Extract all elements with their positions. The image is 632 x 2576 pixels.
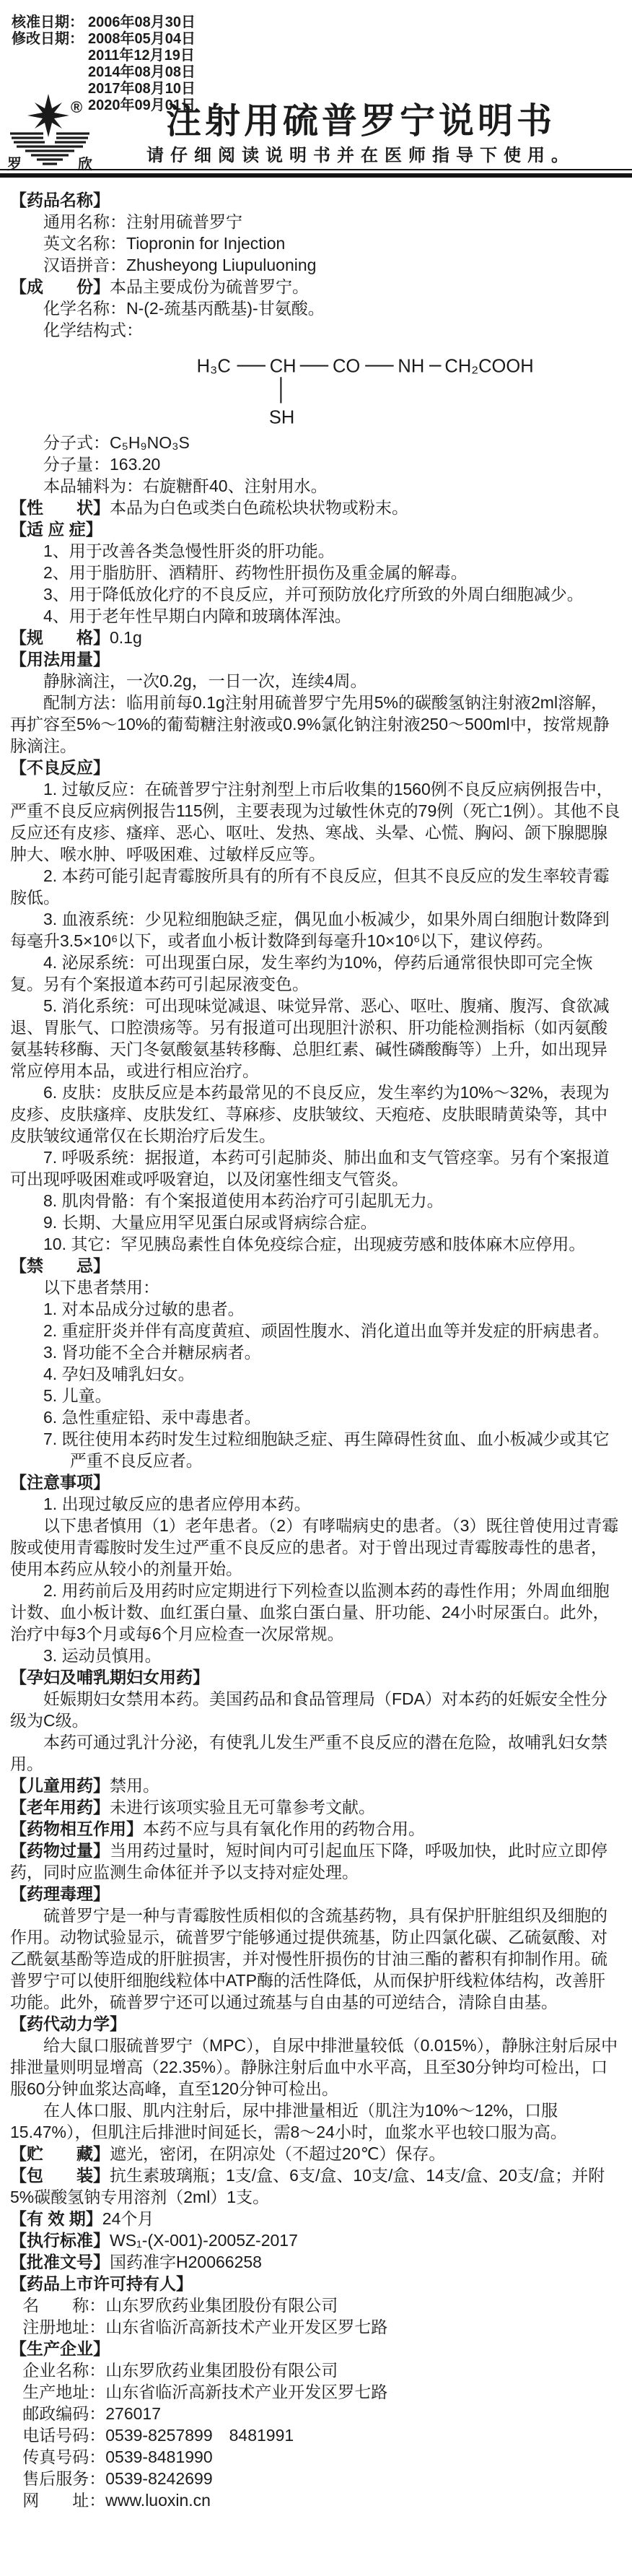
paragraph-text: 0.1g xyxy=(110,628,142,647)
paragraph-text: 6. 皮肤：皮肤反应是本药最常见的不良反应，发生率约为10%～32%，表现为皮疹、皮肤瘙痒、皮肤发红、荨麻疹、皮肤皱纹、天疱疮、皮肤眼睛黄染等，其中皮肤皱纹通常仅在长期治疗后发生。 xyxy=(10,1083,610,1145)
approval-date-label: 核准日期： xyxy=(12,14,84,30)
revision-date-label: 修改日期： xyxy=(12,31,84,47)
body-paragraph xyxy=(10,297,622,319)
paragraph-text: 配制方法：临用前每0.1g注射用硫普罗宁先用5%的碳酸氢钠注射液2ml溶解，再扩容至5%～10%的葡萄糖注射液或0.9%氯化钠注射液250～500ml中，按常规静脉滴注。 xyxy=(10,693,610,755)
paragraph-text: 以下患者禁用： xyxy=(43,1278,159,1297)
body-paragraph xyxy=(10,908,622,952)
paragraph-text: 本品辅料为：右旋糖酐40、注射用水。 xyxy=(43,477,328,495)
body-paragraph xyxy=(10,1493,622,1515)
body-paragraph xyxy=(10,2294,622,2316)
revision-date: 2017年08月10日 xyxy=(88,81,196,97)
approval-date-row xyxy=(12,14,196,31)
paragraph-text: 3. 肾功能不全合并糖尿病者。 xyxy=(43,1343,261,1362)
section-header xyxy=(10,2251,622,2273)
section-header xyxy=(10,1775,622,1796)
chemical-structure-drawing xyxy=(192,344,560,429)
section-header xyxy=(10,2229,622,2251)
paragraph-text: 3、用于降低放化疗的不良反应，并可预防放化疗所致的外周白细胞减少。 xyxy=(43,585,584,604)
section-title: 【注意事项】 xyxy=(10,1473,110,1492)
paragraph-text: 抗生素玻璃瓶；1支/盒、6支/盒、10支/盒、14支/盒、20支/盒；并附5%碳酸氢钠专用溶剂（2ml）1支。 xyxy=(10,2166,605,2206)
paragraph-text: 24个月 xyxy=(102,2209,154,2228)
body-paragraph xyxy=(10,2424,622,2446)
body-paragraph xyxy=(10,232,622,254)
paragraph-text: 以下患者慎用（1）老年患者。（2）有哮喘病史的患者。（3）既往曾使用过青霉胺或使用青霉胺时发生过严重不良反应的患者。对于曾出现过青霉胺毒性的患者，使用本药应从较小的剂量开始。 xyxy=(10,1516,619,1578)
paragraph-text: 售后服务：0539-8242699 xyxy=(22,2469,213,2488)
paragraph-text: 4. 孕妇及哺乳妇女。 xyxy=(43,1365,195,1383)
paragraph-text: 当用药过量时，短时间内可引起血压下降，呼吸加快，此时应立即停药，同时应监测生命体征并予以支持对症处理。 xyxy=(10,1841,607,1881)
paragraph-text: 2. 用药前后及用药时应定期进行下列检查以监测本药的毒性作用；外周血细胞计数、血小板计数、血红蛋白量、血浆白蛋白量、肝功能、24小时尿蛋白。此外，治疗中每3个月或每6个月应检查一次尿常规。 xyxy=(10,1581,610,1643)
revision-date-row xyxy=(12,31,196,48)
body-paragraph xyxy=(10,1580,622,1645)
body-paragraph xyxy=(10,211,622,232)
paragraph-text: 4、用于老年性早期白内障和玻璃体浑浊。 xyxy=(43,606,351,625)
section-title: 【儿童用药】 xyxy=(10,1776,110,1795)
paragraph-text: 妊娠期妇女禁用本药。美国药品和食品管理局（FDA）对本药的妊娠安全性分级为C级。 xyxy=(10,1689,607,1730)
section-header xyxy=(10,648,622,670)
section-header xyxy=(10,1471,622,1493)
body-paragraph xyxy=(10,952,622,995)
paragraph-text: 在人体口服、肌内注射后，尿中排泄量相近（肌注为10%～12%，口服15.47%），但肌注后排泄时间延长，需8～24小时，血浆水平也较口服为高。 xyxy=(10,2101,567,2141)
body-paragraph xyxy=(10,1146,622,1190)
body-paragraph xyxy=(10,432,622,453)
body-paragraph xyxy=(10,605,622,627)
paragraph-text: 生产地址：山东省临沂高新技术产业开发区罗七路 xyxy=(22,2383,388,2401)
section-title: 【适 应 症】 xyxy=(10,520,102,539)
formula-group: CH₂COOH xyxy=(444,356,534,377)
paragraph-text: 化学名称：N-(2-巯基丙酰基)-甘氨酸。 xyxy=(43,299,325,318)
header-divider xyxy=(0,169,632,178)
registered-mark: ® xyxy=(71,98,83,116)
section-header xyxy=(10,1255,622,1276)
formula-group: CH xyxy=(269,356,297,377)
paragraph-text: WS₁-(X-001)-2005Z-2017 xyxy=(110,2231,298,2250)
body-paragraph xyxy=(10,1298,622,1320)
body-paragraph xyxy=(10,1082,622,1146)
paragraph-text: 硫普罗宁是一种与青霉胺性质相似的含巯基药物，具有保护肝脏组织及细胞的作用。动物试验显示，硫普罗宁能够通过提供巯基，防止四氯化碳、乙硫氨酸、对乙酰氨基酚等造成的肝脏损害，并对慢性肝损伤的甘油三酯的蓄积有抑制作用。硫普罗宁可以使肝细胞线粒体中ATP酶的活性降低，从而保护肝线粒体结构，改善肝功能。此外，硫普罗宁还可以通过巯基与自由基的可逆结合，清除自由基。 xyxy=(10,1906,607,2011)
body-paragraph xyxy=(10,1905,622,2013)
insert-header xyxy=(0,0,632,178)
section-header xyxy=(10,2208,622,2229)
body-paragraph xyxy=(10,670,622,692)
section-title: 【药代动力学】 xyxy=(10,2014,126,2033)
section-header xyxy=(10,189,622,211)
body-paragraph xyxy=(10,1731,622,1775)
paragraph-text: 静脉滴注，一次0.2g，一日一次，连续4周。 xyxy=(43,671,367,690)
paragraph-text: 通用名称：注射用硫普罗宁 xyxy=(43,212,242,231)
paragraph-text: 7. 既往使用本药时发生过粒细胞缺乏症、再生障碍性贫血、血小板减少或其它严重不良反应者。 xyxy=(43,1430,610,1470)
body-paragraph xyxy=(10,319,622,341)
paragraph-text: 传真号码：0539-8481990 xyxy=(22,2447,213,2466)
section-title: 【老年用药】 xyxy=(10,1798,110,1816)
body-paragraph xyxy=(10,1190,622,1211)
section-title: 【规 格】 xyxy=(10,628,110,647)
paragraph-text: 电话号码：0539-8257899 8481991 xyxy=(22,2426,294,2445)
paragraph-text: 英文名称：Tiopronin for Injection xyxy=(43,234,286,253)
formula-group: NH xyxy=(398,356,425,377)
paragraph-text: 化学结构式： xyxy=(43,321,143,339)
paragraph-text: 禁用。 xyxy=(110,1776,159,1795)
paragraph-text: 网 址：www.luoxin.cn xyxy=(22,2491,211,2510)
section-header xyxy=(10,2143,622,2164)
paragraph-text: 2. 重症肝炎并伴有高度黄疸、顽固性腹水、消化道出血等并发症的肝病患者。 xyxy=(43,1321,610,1340)
paragraph-text: 5. 儿童。 xyxy=(43,1386,112,1405)
revision-date-row xyxy=(12,64,196,81)
section-title: 【药物过量】 xyxy=(10,1841,110,1860)
paragraph-text: 1、用于改善各类急慢性肝炎的肝功能。 xyxy=(43,541,335,560)
section-title: 【有 效 期】 xyxy=(10,2209,102,2228)
section-header xyxy=(10,2273,622,2294)
body-paragraph xyxy=(10,2403,622,2424)
paragraph-text: 分子量：163.20 xyxy=(43,455,161,474)
section-title: 【成 份】 xyxy=(10,277,110,296)
body-paragraph xyxy=(10,1363,622,1385)
formula-branch: SH xyxy=(268,407,295,428)
formula-group: CO xyxy=(332,356,361,377)
body-paragraph xyxy=(10,1276,622,1298)
logo-char-left: 罗 xyxy=(7,157,22,172)
section-header xyxy=(10,2164,622,2208)
body-paragraph xyxy=(10,1341,622,1363)
body-paragraph xyxy=(10,1645,622,1666)
paragraph-text: 9. 长期、大量应用罕见蛋白尿或肾病综合症。 xyxy=(43,1213,377,1232)
body-paragraph xyxy=(10,2359,622,2381)
body-paragraph xyxy=(10,2489,622,2511)
section-title: 【贮 藏】 xyxy=(10,2144,110,2163)
section-header xyxy=(10,1840,622,1883)
body-paragraph xyxy=(10,865,622,908)
paragraph-text: 本品为白色或类白色疏松块状物或粉末。 xyxy=(110,498,408,517)
chemical-structure xyxy=(192,344,560,429)
body-paragraph xyxy=(10,540,622,562)
body-paragraph xyxy=(10,2468,622,2489)
approval-date: 2006年08月30日 xyxy=(88,14,196,30)
section-header xyxy=(10,2338,622,2359)
paragraph-text: 本药不应与具有氧化作用的药物合用。 xyxy=(143,1819,425,1838)
paragraph-text: 分子式：C₅H₉NO₃S xyxy=(43,433,190,452)
formula-group: H₃C xyxy=(196,356,231,377)
body-paragraph xyxy=(10,1385,622,1406)
logo-star-icon xyxy=(27,94,69,137)
body-paragraph xyxy=(10,1233,622,1255)
body-paragraph xyxy=(10,1515,622,1580)
paragraph-text: 2、用于脂肪肝、酒精肝、药物性肝损伤及重金属的解毒。 xyxy=(43,563,468,582)
body-paragraph xyxy=(10,1211,622,1233)
section-header xyxy=(10,1666,622,1688)
paragraph-text: 未进行该项实验且无可靠参考文献。 xyxy=(110,1798,375,1816)
body-paragraph xyxy=(10,2446,622,2468)
paragraph-text: 8. 肌肉骨骼：有个案报道使用本药治疗可引起肌无力。 xyxy=(43,1191,444,1210)
section-header xyxy=(10,497,622,518)
section-title: 【用法用量】 xyxy=(10,650,110,669)
body-paragraph xyxy=(10,995,622,1082)
paragraph-text: 5. 消化系统：可出现味觉减退、味觉异常、恶心、呕吐、腹痛、腹泻、食欲减退、胃胀气、口腔溃疡等。另有报道可出现胆汁淤积、肝功能检测指标（如丙氨酸氨基转移酶、天门冬氨酸氨基转移酶、总胆红素、碱性磷酸酶等）上升，如出现异常应停用本品，或进行相应治疗。 xyxy=(10,996,610,1080)
section-title: 【药物相互作用】 xyxy=(10,1819,143,1838)
section-title: 【生产企业】 xyxy=(10,2339,110,2358)
section-title: 【批准文号】 xyxy=(10,2253,110,2271)
section-title: 【包 装】 xyxy=(10,2166,110,2185)
paragraph-text: 名 称：山东罗欣药业集团股份有限公司 xyxy=(22,2296,338,2315)
paragraph-text: 企业名称：山东罗欣药业集团股份有限公司 xyxy=(22,2361,338,2380)
body-paragraph xyxy=(10,778,622,865)
section-header xyxy=(10,276,622,297)
paragraph-text: 1. 过敏反应：在硫普罗宁注射剂型上市后收集的1560例不良反应病例报告中，严重不良反应病例报告115例，主要表现为过敏性休克的79例（死亡1例）。其他不良反应还有皮疹、瘙痒、恶心、呕吐、发热、寒战、头晕、心慌、胸闷、颌下腺腮腺肿大、喉水肿、呼吸困难、过敏样反应等。 xyxy=(10,780,620,863)
body-paragraph xyxy=(10,562,622,583)
body-paragraph xyxy=(10,2035,622,2099)
body-paragraph xyxy=(10,2099,622,2143)
body-paragraph xyxy=(10,1320,622,1341)
page-subtitle: 请仔细阅读说明书并在医师指导下使用。 xyxy=(146,146,575,165)
section-title: 【孕妇及哺乳期妇女用药】 xyxy=(10,1668,209,1687)
paragraph-text: 注册地址：山东省临沂高新技术产业开发区罗七路 xyxy=(22,2318,388,2336)
section-title: 【性 状】 xyxy=(10,498,110,517)
page-title: 注射用硫普罗宁说明书 xyxy=(165,102,556,141)
paragraph-text: 遮光，密闭，在阴凉处（不超过20℃）保存。 xyxy=(110,2144,446,2163)
revision-date-row xyxy=(12,48,196,64)
logo-char-right: 欣 xyxy=(78,157,92,172)
body-paragraph xyxy=(10,1406,622,1428)
paragraph-text: 4. 泌尿系统：可出现蛋白尿，发生率约为10%，停药后通常很快即可完全恢复。另有个案报道本药可引起尿液变色。 xyxy=(10,953,593,993)
paragraph-text: 本品主要成份为硫普罗宁。 xyxy=(110,277,309,296)
title-block xyxy=(108,101,613,166)
section-header xyxy=(10,1818,622,1840)
paragraph-text: 7. 呼吸系统：据报道，本药可引起肺炎、肺出血和支气管痉挛。另有个案报道可出现呼吸困难或呼吸窘迫，以及闭塞性细支气管炎。 xyxy=(10,1148,610,1188)
revision-date: 2014年08月08日 xyxy=(88,64,196,80)
luoxin-logo-icon xyxy=(7,94,92,172)
section-title: 【禁 忌】 xyxy=(10,1256,110,1275)
section-header xyxy=(10,627,622,648)
body-paragraph xyxy=(10,1428,622,1471)
paragraph-text: 邮政编码：276017 xyxy=(22,2404,161,2423)
body-paragraph xyxy=(10,1688,622,1731)
company-logo xyxy=(7,94,92,177)
paragraph-text: 给大鼠口服硫普罗宁（MPC），自尿中排泄量较低（0.015%），静脉注射后尿中排泄量则明显增高（22.35%）。静脉注射后血中水平高，且至30分钟均可检出，口服60分钟血浆达高峰，直至120分钟可检出。 xyxy=(10,2036,618,2098)
section-title: 【执行标准】 xyxy=(10,2231,110,2250)
section-header xyxy=(10,1796,622,1818)
body-paragraph xyxy=(10,453,622,475)
insert-body xyxy=(0,178,632,2576)
paragraph-text: 2. 本药可能引起青霉胺所具有的所有不良反应，但其不良反应的发生率较青霉胺低。 xyxy=(10,866,610,907)
paragraph-text: 本药可通过乳汁分泌，有使乳儿发生严重不良反应的潜在危险，故哺乳妇女禁用。 xyxy=(10,1733,607,1773)
section-title: 【药品上市许可持有人】 xyxy=(10,2274,193,2293)
revision-date: 2008年05月04日 xyxy=(88,31,196,47)
paragraph-text: 1. 出现过敏反应的患者应停用本药。 xyxy=(43,1494,311,1513)
section-header xyxy=(10,1883,622,1905)
section-title: 【药理毒理】 xyxy=(10,1884,110,1903)
paragraph-text: 6. 急性重症铅、汞中毒患者。 xyxy=(43,1408,261,1427)
section-header xyxy=(10,757,622,778)
revision-date: 2011年12月19日 xyxy=(88,48,195,64)
paragraph-text: 3. 运动员慎用。 xyxy=(43,1646,162,1665)
body-paragraph xyxy=(10,475,622,497)
revision-date: 2020年09月01日 xyxy=(88,97,196,113)
section-title: 【不良反应】 xyxy=(10,758,110,777)
body-paragraph xyxy=(10,2381,622,2403)
paragraph-text: 国药准字H20066258 xyxy=(110,2253,262,2271)
body-paragraph xyxy=(10,254,622,276)
paragraph-text: 3. 血液系统：少见粒细胞缺乏症，偶见血小板减少，如果外周白细胞计数降到每毫升3.5×10⁶以下，或者血小板计数降到每毫升10×10⁶以下，建议停药。 xyxy=(10,910,610,950)
paragraph-text: 10. 其它：罕见胰岛素性自体免疫综合症，出现疲劳感和肢体麻木应停用。 xyxy=(43,1235,586,1253)
body-paragraph xyxy=(10,2316,622,2338)
section-title: 【药品名称】 xyxy=(10,191,110,209)
body-paragraph xyxy=(10,583,622,605)
paragraph-text: 汉语拼音：Zhusheyong Liupuluoning xyxy=(43,256,317,274)
body-paragraph xyxy=(10,692,622,757)
section-header xyxy=(10,518,622,540)
paragraph-text: 1. 对本品成分过敏的患者。 xyxy=(43,1300,245,1318)
section-header xyxy=(10,2013,622,2035)
